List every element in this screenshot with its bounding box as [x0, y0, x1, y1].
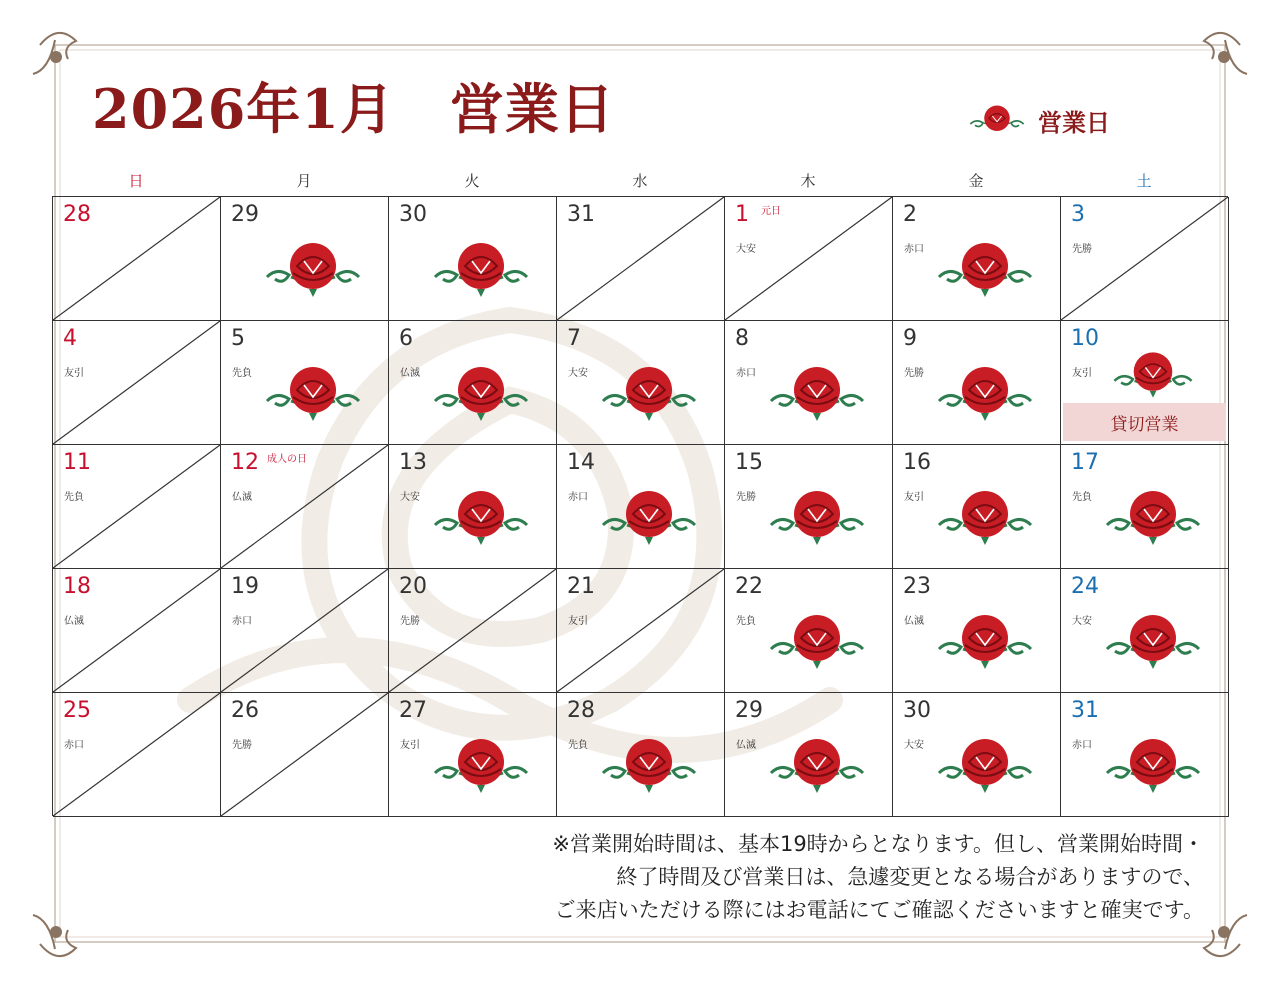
rokuyo-label: 友引: [400, 740, 420, 751]
day-number: 3: [1071, 202, 1085, 227]
calendar-day: [725, 693, 893, 817]
calendar-day: [1061, 569, 1229, 693]
rokuyo-label: 赤口: [64, 740, 84, 751]
day-number: 24: [1071, 574, 1099, 599]
day-number: 6: [399, 326, 413, 351]
rose-icon: [935, 487, 1035, 549]
calendar-day: [725, 197, 893, 321]
calendar-day: [53, 197, 221, 321]
day-number: 30: [903, 698, 931, 723]
rokuyo-label: 先勝: [904, 368, 924, 379]
rokuyo-label: 先勝: [736, 492, 756, 503]
calendar-day: [1061, 445, 1229, 569]
rokuyo-label: 先負: [736, 616, 756, 627]
day-number: 17: [1071, 450, 1099, 475]
day-number: 13: [399, 450, 427, 475]
closed-slash: [1061, 197, 1228, 320]
day-number: 30: [399, 202, 427, 227]
rose-icon: [599, 735, 699, 797]
day-number: 9: [903, 326, 917, 351]
day-number: 14: [567, 450, 595, 475]
business-hours-note: [552, 828, 1204, 927]
calendar-day: [221, 445, 389, 569]
calendar-day: [893, 197, 1061, 321]
day-number: 11: [63, 450, 91, 475]
rokuyo-label: 先勝: [232, 740, 252, 751]
day-number: 18: [63, 574, 91, 599]
rokuyo-label: 先負: [1072, 492, 1092, 503]
day-number: 26: [231, 698, 259, 723]
calendar-day: [389, 569, 557, 693]
rose-icon: [431, 735, 531, 797]
rokuyo-label: 先勝: [1072, 244, 1092, 255]
rose-icon: [935, 239, 1035, 301]
weekday-label: 火: [464, 172, 480, 190]
calendar-day: [725, 321, 893, 445]
day-number: 21: [567, 574, 595, 599]
calendar-day: [389, 197, 557, 321]
note-line: ご来店いただける際にはお電話にてご確認くださいますと確実です。: [554, 898, 1204, 922]
rokuyo-label: 赤口: [904, 244, 924, 255]
calendar-day: [221, 321, 389, 445]
calendar-day: [557, 693, 725, 817]
rose-icon: [767, 735, 867, 797]
rose-icon: [767, 487, 867, 549]
calendar-day: [557, 445, 725, 569]
rokuyo-label: 先負: [232, 368, 252, 379]
day-number: 12: [231, 450, 259, 475]
rose-icon: [935, 363, 1035, 425]
rose-icon: [431, 487, 531, 549]
holiday-label: 成人の日: [267, 454, 307, 465]
calendar-day: [221, 197, 389, 321]
calendar-day: [725, 445, 893, 569]
rose-icon: [263, 239, 363, 301]
calendar-day: [1061, 321, 1229, 445]
rokuyo-label: 大安: [904, 740, 924, 751]
day-number: 20: [399, 574, 427, 599]
rose-icon: [935, 735, 1035, 797]
rokuyo-label: 大安: [1072, 616, 1092, 627]
calendar-day: [557, 569, 725, 693]
rokuyo-label: 赤口: [736, 368, 756, 379]
calendar-day: [725, 569, 893, 693]
rose-icon: [263, 363, 363, 425]
day-number: 4: [63, 326, 77, 351]
rose-icon: [1103, 735, 1203, 797]
rose-icon: [431, 363, 531, 425]
day-number: 5: [231, 326, 245, 351]
calendar-day: [389, 693, 557, 817]
rose-icon: [935, 611, 1035, 673]
note-line: 終了時間及び営業日は、急遽変更となる場合がありますので、: [616, 865, 1204, 889]
rokuyo-label: 大安: [736, 244, 756, 255]
rose-icon: [767, 611, 867, 673]
closed-slash: [725, 197, 892, 320]
calendar-day: [389, 321, 557, 445]
rokuyo-label: 仏滅: [64, 616, 84, 627]
rose-icon: [599, 487, 699, 549]
calendar-day: [893, 445, 1061, 569]
day-number: 16: [903, 450, 931, 475]
weekday-label: 金: [968, 172, 984, 190]
day-number: 27: [399, 698, 427, 723]
calendar-day: [389, 445, 557, 569]
calendar-day: [557, 321, 725, 445]
rokuyo-label: 先負: [568, 740, 588, 751]
day-number: 31: [567, 202, 595, 227]
legend-label: 営業日: [1038, 107, 1110, 137]
day-number: 28: [567, 698, 595, 723]
rokuyo-label: 赤口: [568, 492, 588, 503]
rokuyo-label: 赤口: [1072, 740, 1092, 751]
calendar-day: [53, 693, 221, 817]
weekday-label: 木: [800, 172, 816, 190]
calendar-day: [53, 321, 221, 445]
calendar-day: [221, 569, 389, 693]
legend: [968, 102, 1110, 138]
calendar-day: [893, 693, 1061, 817]
rokuyo-label: 大安: [400, 492, 420, 503]
weekday-label: 日: [128, 172, 144, 190]
rokuyo-label: 友引: [1072, 368, 1092, 379]
day-number: 22: [735, 574, 763, 599]
rokuyo-label: 友引: [568, 616, 588, 627]
rokuyo-label: 友引: [64, 368, 84, 379]
day-number: 28: [63, 202, 91, 227]
holiday-label: 元日: [761, 206, 781, 217]
rose-icon: [968, 102, 1026, 138]
rose-icon: [767, 363, 867, 425]
private-booking-badge: 貸切営業: [1063, 403, 1226, 441]
rokuyo-label: 仏滅: [400, 368, 420, 379]
day-number: 2: [903, 202, 917, 227]
closed-slash: [53, 321, 220, 444]
rokuyo-label: 先勝: [400, 616, 420, 627]
calendar-day: [1061, 693, 1229, 817]
calendar-day: [557, 197, 725, 321]
calendar-day: [53, 569, 221, 693]
page-title: 2026年1月 営業日: [92, 77, 615, 141]
day-number: 29: [231, 202, 259, 227]
day-number: 23: [903, 574, 931, 599]
rose-icon: [599, 363, 699, 425]
day-number: 1: [735, 202, 749, 227]
rokuyo-label: 大安: [568, 368, 588, 379]
day-number: 31: [1071, 698, 1099, 723]
calendar-grid: [52, 196, 1228, 816]
day-number: 25: [63, 698, 91, 723]
rokuyo-label: 友引: [904, 492, 924, 503]
day-number: 10: [1071, 326, 1099, 351]
day-number: 7: [567, 326, 581, 351]
weekday-label: 土: [1136, 172, 1152, 190]
rokuyo-label: 仏滅: [904, 616, 924, 627]
weekday-label: 水: [632, 172, 648, 190]
rokuyo-label: 仏滅: [232, 492, 252, 503]
calendar-day: [893, 569, 1061, 693]
calendar-day: [53, 445, 221, 569]
rose-icon: [1103, 611, 1203, 673]
rose-icon: [1103, 487, 1203, 549]
rose-icon: [1111, 349, 1195, 401]
weekday-label: 月: [296, 172, 312, 190]
day-number: 8: [735, 326, 749, 351]
rokuyo-label: 先負: [64, 492, 84, 503]
day-number: 15: [735, 450, 763, 475]
rokuyo-label: 赤口: [232, 616, 252, 627]
note-line: ※営業開始時間は、基本19時からとなります。但し、営業開始時間・: [552, 832, 1204, 856]
rokuyo-label: 仏滅: [736, 740, 756, 751]
rose-icon: [431, 239, 531, 301]
calendar-day: [221, 693, 389, 817]
calendar-day: [893, 321, 1061, 445]
day-number: 29: [735, 698, 763, 723]
weekday-header: [52, 170, 1228, 191]
day-number: 19: [231, 574, 259, 599]
calendar-day: [1061, 197, 1229, 321]
